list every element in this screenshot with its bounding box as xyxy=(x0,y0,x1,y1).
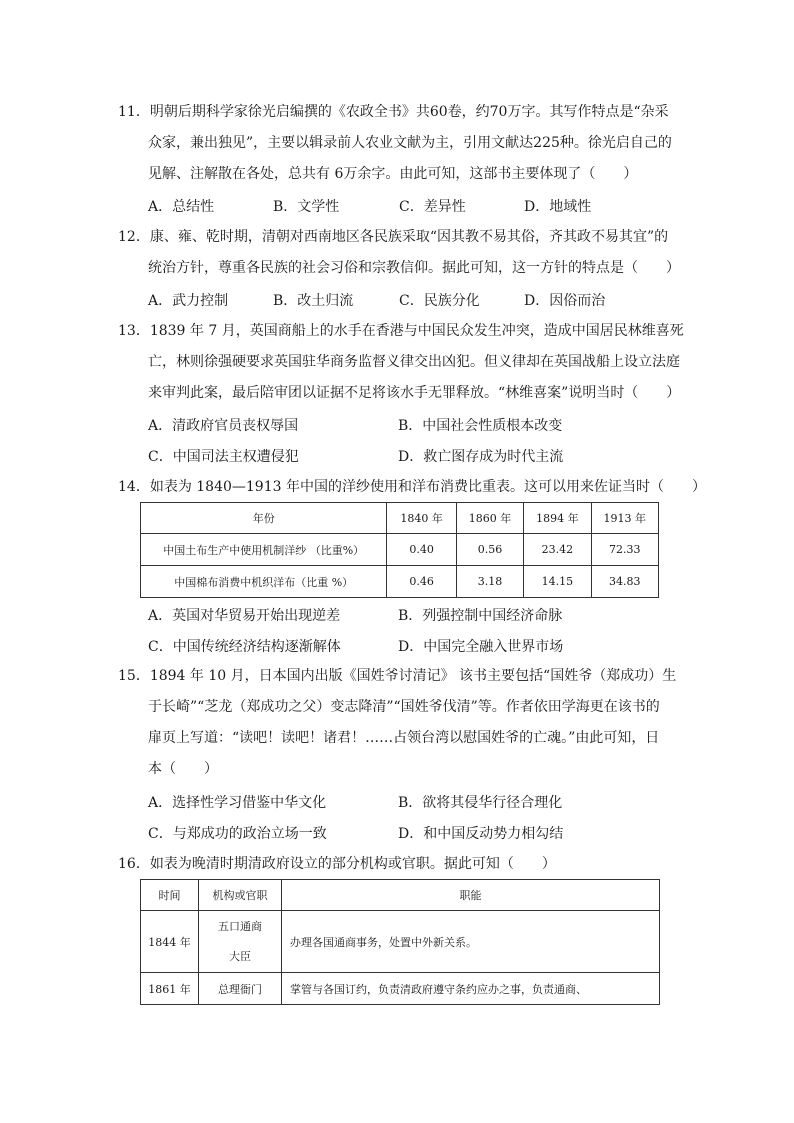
table-cell: 1844 年 xyxy=(141,911,199,973)
table-cell: 23.42 xyxy=(524,534,591,566)
table-row xyxy=(141,911,660,973)
question-12-line-2: 统治方针，尊重各民族的社会习俗和宗教信仰。据此可知，这一方针的特点是（ ） xyxy=(148,260,680,276)
table-header-cell: 1913 年 xyxy=(591,503,658,534)
table-header-row xyxy=(141,503,659,534)
question-12 xyxy=(118,222,678,284)
option-d[interactable]: D．救亡图存成为时代主流 xyxy=(398,449,564,465)
question-16-line-1: 16．如表为晚清时期清政府设立的部分机构或官职。据此可知（ ） xyxy=(118,856,556,872)
question-11-line-1: 11．明朝后期科学家徐光启编撰的《农政全书》共60卷，约70万字。其写作特点是“杂采 xyxy=(118,104,669,120)
table-cell: 34.83 xyxy=(591,566,658,598)
table-header-cell: 职能 xyxy=(282,880,660,911)
table-cell: 72.33 xyxy=(591,534,658,566)
option-a[interactable]: A．武力控制 xyxy=(148,293,229,309)
table-cell: 0.56 xyxy=(456,534,523,566)
question-11-line-2: 众家，兼出独见”，主要以辑录前人农业文献为主，引用文献达225种。徐光启自己的 xyxy=(148,135,672,151)
option-d[interactable]: D．中国完全融入世界市场 xyxy=(398,639,564,655)
question-12-line-1: 12．康、雍、乾时期，清朝对西南地区各民族采取“因其教不易其俗，齐其政不易其宜”的 xyxy=(118,229,669,245)
option-b[interactable]: B．中国社会性质根本改变 xyxy=(398,418,563,434)
question-13-line-2: 亡，林则徐强硬要求英国驻华商务监督义律交出凶犯。但义律却在英国战船上设立法庭 xyxy=(148,354,680,370)
table-header-cell: 1840 年 xyxy=(387,503,456,534)
option-c[interactable]: C．中国传统经济结构逐渐解体 xyxy=(148,639,341,655)
option-d[interactable]: D．因俗而治 xyxy=(524,293,606,309)
table-cell: 0.40 xyxy=(387,534,456,566)
table-cell: 办理各国通商事务，处置中外新关系。 xyxy=(282,911,660,973)
question-14 xyxy=(118,472,706,503)
table-header-cell: 时间 xyxy=(141,880,199,911)
option-c[interactable]: C．差异性 xyxy=(399,199,466,215)
table-cell: 总理衙门 xyxy=(199,973,282,1005)
table-header-cell: 年份 xyxy=(141,503,387,534)
option-d[interactable]: D．地域性 xyxy=(524,199,592,215)
option-b[interactable]: B．改土归流 xyxy=(273,293,354,309)
option-c[interactable]: C．与郑成功的政治立场一致 xyxy=(148,826,327,842)
table-row xyxy=(141,534,659,566)
question-13-line-3: 来审判此案，最后陪审团以证据不足将该水手无罪释放。“林维喜案”说明当时（ ） xyxy=(148,385,681,401)
option-b[interactable]: B．列强控制中国经济命脉 xyxy=(398,608,563,624)
table-cell: 掌管与各国订约，负责清政府遵守条约应办之事，负责通商、 xyxy=(282,973,660,1005)
question-11-line-3: 见解、注解散在各处，总共有 6万余字。由此可知，这部书主要体现了（ ） xyxy=(148,166,638,182)
table-header-cell: 机构或官职 xyxy=(199,880,282,911)
question-11 xyxy=(118,97,678,190)
question-15-line-2: 于长崎”“芝龙（郑成功之父）变志降清”“国姓爷伐清”等。作者依田学海更在该书的 xyxy=(148,699,660,715)
question-15-line-4: 本（ ） xyxy=(148,761,218,777)
question-13-line-1: 13．1839 年 7 月，英国商船上的水手在香港与中国民众发生冲突，造成中国居民林维喜死 xyxy=(118,323,684,339)
table-cell: 14.15 xyxy=(524,566,591,598)
question-14-table xyxy=(140,502,659,598)
option-d[interactable]: D．和中国反动势力相勾结 xyxy=(398,826,564,842)
question-15-line-3: 扉页上写道：“读吧！读吧！诸君！……占领台湾以慰国姓爷的亡魂。”由此可知，日 xyxy=(148,730,660,746)
option-a[interactable]: A．选择性学习借鉴中华文化 xyxy=(148,795,327,811)
table-row xyxy=(141,566,659,598)
table-header-cell: 1860 年 xyxy=(456,503,523,534)
table-cell: 0.46 xyxy=(387,566,456,598)
option-a[interactable]: A．英国对华贸易开始出现逆差 xyxy=(148,608,341,624)
option-b[interactable]: B．欲将其侵华行径合理化 xyxy=(398,795,563,811)
question-14-line-1: 14．如表为 1840—1913 年中国的洋纱使用和洋布消费比重表。这可以用来佐证当时（ ） xyxy=(118,479,706,495)
table-cell: 中国棉布消费中机织洋布（比重 %） xyxy=(141,566,387,598)
option-c[interactable]: C．民族分化 xyxy=(399,293,480,309)
table-cell: 1861 年 xyxy=(141,973,199,1005)
table-header-row xyxy=(141,880,660,911)
question-16 xyxy=(118,849,678,880)
question-15-line-1: 15．1894 年 10 月，日本国内出版《国姓爷讨清记》 该书主要包括“国姓爷（郑成功）生 xyxy=(118,668,677,684)
table-header-cell: 1894 年 xyxy=(524,503,591,534)
question-13 xyxy=(118,316,684,409)
option-c[interactable]: C．中国司法主权遭侵犯 xyxy=(148,449,299,465)
option-a[interactable]: A．清政府官员丧权辱国 xyxy=(148,418,299,434)
table-cell: 五口通商大臣 xyxy=(199,911,282,973)
option-b[interactable]: B．文学性 xyxy=(273,199,340,215)
option-a[interactable]: A．总结性 xyxy=(148,199,215,215)
table-cell: 中国土布生产中使用机制洋纱 （比重%） xyxy=(141,534,387,566)
table-cell: 3.18 xyxy=(456,566,523,598)
question-16-table xyxy=(140,879,660,1005)
table-row xyxy=(141,973,660,1005)
question-15 xyxy=(118,661,678,785)
